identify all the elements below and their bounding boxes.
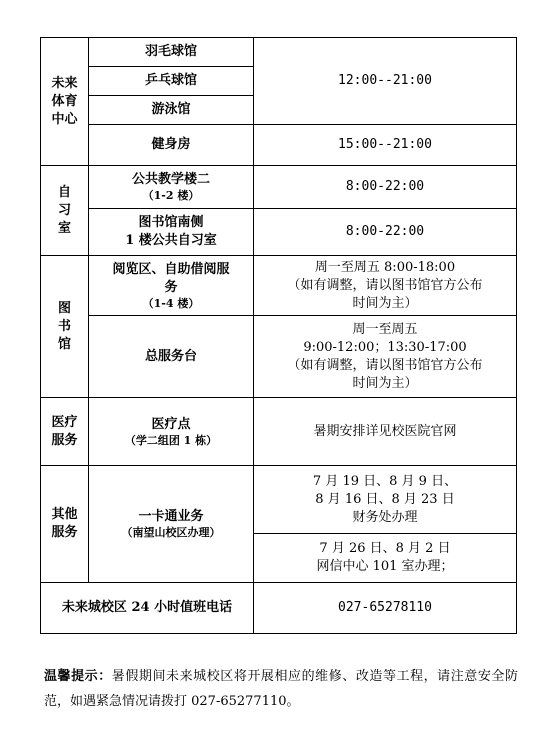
facility-label: 公共教学楼二 xyxy=(131,172,210,187)
facility-floors: （1-4 楼） xyxy=(142,296,200,310)
facility-reading-area xyxy=(89,256,254,316)
hours-line: 9:00-12:00；13:30-17:00 xyxy=(303,339,467,355)
hotline-number: 027-65278110 xyxy=(254,583,517,634)
category-label: 其他 xyxy=(51,507,78,522)
facility-teaching-building xyxy=(89,166,254,209)
schedule-line: 7 月 19 日、8 月 9 日、 xyxy=(312,473,458,489)
category-other-services xyxy=(41,466,89,583)
category-label: 未来体育中心 xyxy=(51,75,78,127)
table-row xyxy=(41,398,517,466)
facility-campus-card xyxy=(89,466,254,583)
facility-label: 务 xyxy=(164,279,178,295)
facility-label: 阅览区、自助借阅服 xyxy=(112,261,230,277)
category-label: 服务 xyxy=(51,525,78,540)
category-label: 医疗 xyxy=(51,414,78,430)
table-row xyxy=(41,166,517,209)
facility-table-tennis: 乒乓球馆 xyxy=(89,67,254,96)
table-row xyxy=(41,466,517,534)
facility-location: （南望山校区办理） xyxy=(121,526,221,539)
schedule-line: 7 月 26 日、8 月 2 日 xyxy=(319,541,451,556)
table-row xyxy=(41,209,517,256)
facility-label: 图书馆南侧 xyxy=(138,215,204,230)
schedule-line: 8 月 16 日、8 月 23 日 xyxy=(315,491,455,507)
facility-gym: 健身房 xyxy=(89,125,254,166)
hours-medical: 暑期安排详见校医院官网 xyxy=(254,398,517,466)
category-label: 自习室 xyxy=(57,184,71,236)
facility-floors: （1-2 楼） xyxy=(142,189,200,202)
category-label: 服务 xyxy=(51,432,78,448)
tip-text: 暑假期间未来城校区将开展相应的维修、改造等工程，请注意安全防范，如遇紧急情况请拨打 027-65277110。 xyxy=(44,669,518,709)
facility-medical-point xyxy=(89,398,254,466)
category-study-room xyxy=(41,166,89,256)
facility-location: （学二组团 1 栋） xyxy=(124,433,218,447)
hours-line: 周一至周五 xyxy=(352,321,418,337)
facility-service-desk: 总服务台 xyxy=(89,316,254,398)
facility-label: 医疗点 xyxy=(151,416,191,432)
schedule-line: 财务处办理 xyxy=(352,509,418,525)
schedule-line: 网信中心 101 室办理； xyxy=(316,559,454,574)
category-label: 图书馆 xyxy=(57,300,71,352)
hours-reading-area xyxy=(254,256,517,316)
category-library xyxy=(41,256,89,398)
facility-badminton: 羽毛球馆 xyxy=(89,38,254,67)
table-row xyxy=(41,583,517,634)
facility-swimming: 游泳馆 xyxy=(89,96,254,125)
category-sports-center xyxy=(41,38,89,166)
tip-label: 温馨提示： xyxy=(44,669,112,684)
hours-line: 时间为主） xyxy=(352,375,418,391)
hours-sports-shared: 12:00--21:00 xyxy=(254,38,517,125)
facility-label: 一卡通业务 xyxy=(138,509,204,524)
hours-line: 周一至周五 8:00-18:00 xyxy=(314,259,456,275)
hours-line: （如有调整，请以图书馆官方公布 xyxy=(287,357,483,373)
category-medical xyxy=(41,398,89,466)
schedule-finance-office xyxy=(254,466,517,534)
hours-teaching-building: 8:00-22:00 xyxy=(254,166,517,209)
warm-tip xyxy=(44,664,518,714)
hours-gym: 15:00--21:00 xyxy=(254,125,517,166)
hours-line: （如有调整，请以图书馆官方公布 xyxy=(287,277,483,293)
table-row xyxy=(41,256,517,316)
schedule-network-center xyxy=(254,534,517,583)
hotline-label: 未来城校区 24 小时值班电话 xyxy=(41,583,254,634)
facility-library-study-room xyxy=(89,209,254,256)
table-row xyxy=(41,316,517,398)
hours-service-desk xyxy=(254,316,517,398)
hours-library-study-room: 8:00-22:00 xyxy=(254,209,517,256)
facility-label: 1 楼公共自习室 xyxy=(125,233,217,248)
hours-line: 时间为主） xyxy=(352,295,418,311)
schedule-table xyxy=(40,37,517,634)
table-row xyxy=(41,38,517,67)
table-row xyxy=(41,125,517,166)
